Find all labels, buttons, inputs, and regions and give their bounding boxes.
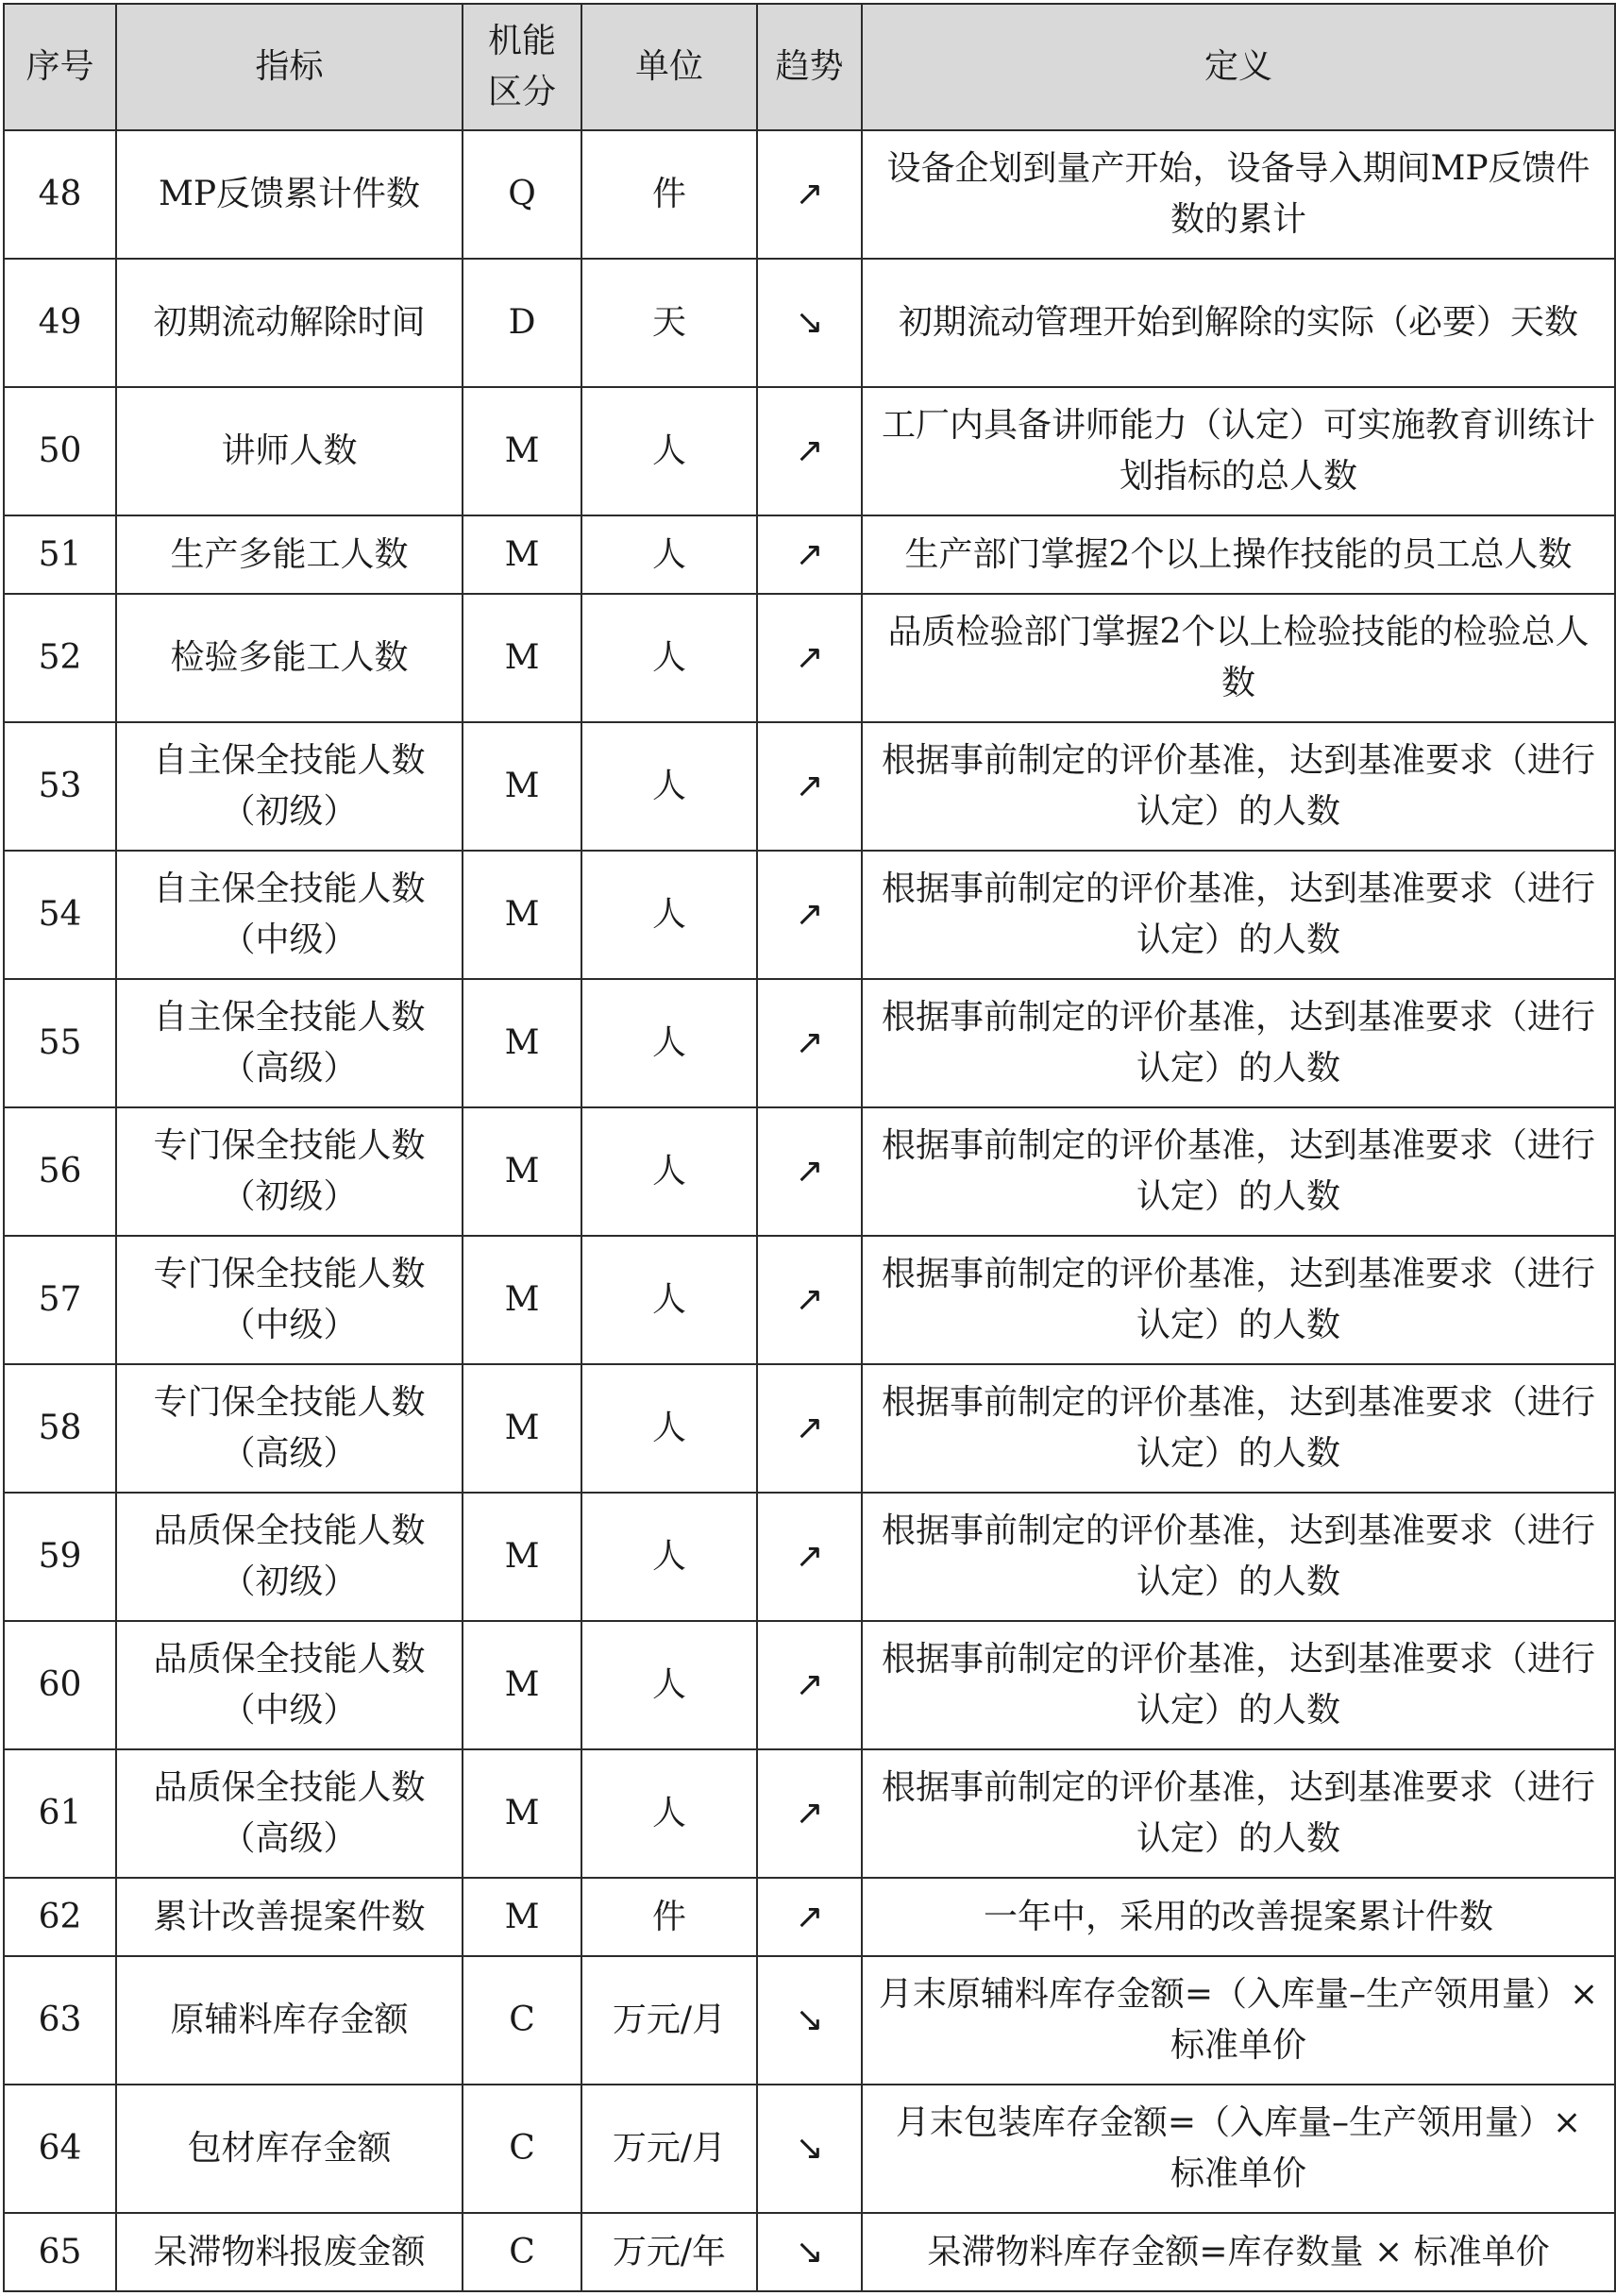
cell-indicator: 专门保全技能人数（中级） bbox=[116, 1236, 463, 1364]
table-row bbox=[4, 259, 1615, 387]
cell-trend: ↗ bbox=[757, 1236, 862, 1364]
cell-indicator: 累计改善提案件数 bbox=[116, 1878, 463, 1956]
cell-trend: ↗ bbox=[757, 979, 862, 1107]
cell-indicator: 包材库存金额 bbox=[116, 2085, 463, 2213]
cell-role: M bbox=[463, 979, 581, 1107]
cell-no: 55 bbox=[4, 979, 116, 1107]
cell-definition: 根据事前制定的评价基准，达到基准要求（进行认定）的人数 bbox=[862, 1621, 1615, 1749]
cell-indicator: 品质保全技能人数（初级） bbox=[116, 1493, 463, 1621]
cell-no: 50 bbox=[4, 387, 116, 515]
table-row bbox=[4, 851, 1615, 979]
cell-definition: 月末包装库存金额=（入库量–生产领用量）× 标准单价 bbox=[862, 2085, 1615, 2213]
cell-trend: ↗ bbox=[757, 130, 862, 259]
cell-role: M bbox=[463, 515, 581, 594]
cell-unit: 人 bbox=[581, 979, 757, 1107]
cell-no: 65 bbox=[4, 2213, 116, 2291]
table-row bbox=[4, 1956, 1615, 2085]
cell-trend: ↗ bbox=[757, 1878, 862, 1956]
kpi-table bbox=[3, 3, 1616, 2292]
cell-unit: 人 bbox=[581, 1364, 757, 1493]
cell-definition: 工厂内具备讲师能力（认定）可实施教育训练计划指标的总人数 bbox=[862, 387, 1615, 515]
cell-unit: 人 bbox=[581, 1107, 757, 1236]
cell-trend: ↗ bbox=[757, 387, 862, 515]
cell-role: M bbox=[463, 1878, 581, 1956]
cell-indicator: 呆滞物料报废金额 bbox=[116, 2213, 463, 2291]
table-row bbox=[4, 2085, 1615, 2213]
cell-unit: 人 bbox=[581, 1493, 757, 1621]
cell-indicator: 自主保全技能人数（中级） bbox=[116, 851, 463, 979]
cell-trend: ↗ bbox=[757, 515, 862, 594]
cell-role: D bbox=[463, 259, 581, 387]
cell-trend: ↗ bbox=[757, 1493, 862, 1621]
cell-role: M bbox=[463, 1621, 581, 1749]
cell-no: 60 bbox=[4, 1621, 116, 1749]
cell-definition: 根据事前制定的评价基准，达到基准要求（进行认定）的人数 bbox=[862, 1364, 1615, 1493]
cell-unit: 件 bbox=[581, 130, 757, 259]
table-row bbox=[4, 1878, 1615, 1956]
cell-role: C bbox=[463, 2213, 581, 2291]
cell-trend: ↗ bbox=[757, 851, 862, 979]
cell-role: C bbox=[463, 1956, 581, 2085]
cell-trend: ↗ bbox=[757, 722, 862, 851]
cell-indicator: 初期流动解除时间 bbox=[116, 259, 463, 387]
cell-definition: 生产部门掌握2个以上操作技能的员工总人数 bbox=[862, 515, 1615, 594]
cell-unit: 万元/年 bbox=[581, 2213, 757, 2291]
cell-trend: ↗ bbox=[757, 1364, 862, 1493]
table-header bbox=[4, 4, 1615, 130]
cell-trend: ↘ bbox=[757, 2213, 862, 2291]
cell-definition: 根据事前制定的评价基准，达到基准要求（进行认定）的人数 bbox=[862, 722, 1615, 851]
cell-trend: ↗ bbox=[757, 594, 862, 722]
cell-no: 62 bbox=[4, 1878, 116, 1956]
cell-unit: 万元/月 bbox=[581, 1956, 757, 2085]
cell-definition: 根据事前制定的评价基准，达到基准要求（进行认定）的人数 bbox=[862, 1749, 1615, 1878]
cell-definition: 根据事前制定的评价基准，达到基准要求（进行认定）的人数 bbox=[862, 979, 1615, 1107]
table-row bbox=[4, 1749, 1615, 1878]
header-indicator: 指标 bbox=[116, 4, 463, 130]
cell-unit: 人 bbox=[581, 387, 757, 515]
cell-role: M bbox=[463, 722, 581, 851]
cell-no: 48 bbox=[4, 130, 116, 259]
cell-no: 58 bbox=[4, 1364, 116, 1493]
header-unit: 单位 bbox=[581, 4, 757, 130]
cell-indicator: 自主保全技能人数（初级） bbox=[116, 722, 463, 851]
table-row bbox=[4, 2213, 1615, 2291]
cell-trend: ↗ bbox=[757, 1749, 862, 1878]
cell-unit: 人 bbox=[581, 1749, 757, 1878]
header-no: 序号 bbox=[4, 4, 116, 130]
header-definition: 定义 bbox=[862, 4, 1615, 130]
cell-definition: 呆滞物料库存金额=库存数量 × 标准单价 bbox=[862, 2213, 1615, 2291]
cell-role: M bbox=[463, 1493, 581, 1621]
table-row bbox=[4, 130, 1615, 259]
cell-no: 52 bbox=[4, 594, 116, 722]
cell-trend: ↘ bbox=[757, 2085, 862, 2213]
cell-trend: ↗ bbox=[757, 1621, 862, 1749]
header-role-line2: 区分 bbox=[487, 73, 556, 111]
table-row bbox=[4, 1107, 1615, 1236]
cell-role: C bbox=[463, 2085, 581, 2213]
cell-definition: 根据事前制定的评价基准，达到基准要求（进行认定）的人数 bbox=[862, 851, 1615, 979]
cell-no: 61 bbox=[4, 1749, 116, 1878]
cell-role: M bbox=[463, 1236, 581, 1364]
cell-role: M bbox=[463, 1749, 581, 1878]
cell-role: Q bbox=[463, 130, 581, 259]
cell-indicator: 检验多能工人数 bbox=[116, 594, 463, 722]
cell-indicator: 专门保全技能人数（初级） bbox=[116, 1107, 463, 1236]
cell-unit: 人 bbox=[581, 851, 757, 979]
cell-no: 54 bbox=[4, 851, 116, 979]
cell-no: 59 bbox=[4, 1493, 116, 1621]
cell-unit: 人 bbox=[581, 1236, 757, 1364]
cell-trend: ↘ bbox=[757, 259, 862, 387]
cell-role: M bbox=[463, 1107, 581, 1236]
cell-trend: ↘ bbox=[757, 1956, 862, 2085]
header-trend: 趋势 bbox=[757, 4, 862, 130]
cell-role: M bbox=[463, 387, 581, 515]
cell-unit: 人 bbox=[581, 1621, 757, 1749]
cell-unit: 天 bbox=[581, 259, 757, 387]
cell-indicator: 品质保全技能人数（中级） bbox=[116, 1621, 463, 1749]
cell-indicator: MP反馈累计件数 bbox=[116, 130, 463, 259]
cell-no: 57 bbox=[4, 1236, 116, 1364]
table-body bbox=[4, 130, 1615, 2291]
cell-definition: 初期流动管理开始到解除的实际（必要）天数 bbox=[862, 259, 1615, 387]
table-row bbox=[4, 979, 1615, 1107]
cell-definition: 设备企划到量产开始，设备导入期间MP反馈件数的累计 bbox=[862, 130, 1615, 259]
cell-unit: 人 bbox=[581, 594, 757, 722]
cell-definition: 一年中，采用的改善提案累计件数 bbox=[862, 1878, 1615, 1956]
table-row bbox=[4, 387, 1615, 515]
cell-definition: 根据事前制定的评价基准，达到基准要求（进行认定）的人数 bbox=[862, 1107, 1615, 1236]
table-row bbox=[4, 1364, 1615, 1493]
cell-indicator: 专门保全技能人数（高级） bbox=[116, 1364, 463, 1493]
cell-definition: 根据事前制定的评价基准，达到基准要求（进行认定）的人数 bbox=[862, 1493, 1615, 1621]
cell-unit: 人 bbox=[581, 515, 757, 594]
cell-unit: 人 bbox=[581, 722, 757, 851]
table-row bbox=[4, 1236, 1615, 1364]
cell-role: M bbox=[463, 594, 581, 722]
cell-definition: 月末原辅料库存金额=（入库量–生产领用量）× 标准单价 bbox=[862, 1956, 1615, 2085]
cell-indicator: 讲师人数 bbox=[116, 387, 463, 515]
cell-definition: 根据事前制定的评价基准，达到基准要求（进行认定）的人数 bbox=[862, 1236, 1615, 1364]
table-row bbox=[4, 722, 1615, 851]
cell-no: 53 bbox=[4, 722, 116, 851]
table-row bbox=[4, 1493, 1615, 1621]
header-role bbox=[463, 4, 581, 130]
cell-role: M bbox=[463, 1364, 581, 1493]
cell-indicator: 品质保全技能人数（高级） bbox=[116, 1749, 463, 1878]
cell-indicator: 自主保全技能人数（高级） bbox=[116, 979, 463, 1107]
cell-indicator: 生产多能工人数 bbox=[116, 515, 463, 594]
cell-definition: 品质检验部门掌握2个以上检验技能的检验总人数 bbox=[862, 594, 1615, 722]
table-row bbox=[4, 1621, 1615, 1749]
cell-trend: ↗ bbox=[757, 1107, 862, 1236]
cell-unit: 件 bbox=[581, 1878, 757, 1956]
cell-no: 64 bbox=[4, 2085, 116, 2213]
table-row bbox=[4, 594, 1615, 722]
cell-role: M bbox=[463, 851, 581, 979]
table-row bbox=[4, 515, 1615, 594]
cell-no: 56 bbox=[4, 1107, 116, 1236]
header-role-line1: 机能 bbox=[487, 22, 556, 60]
header-row bbox=[4, 4, 1615, 130]
cell-no: 51 bbox=[4, 515, 116, 594]
cell-indicator: 原辅料库存金额 bbox=[116, 1956, 463, 2085]
cell-no: 63 bbox=[4, 1956, 116, 2085]
cell-unit: 万元/月 bbox=[581, 2085, 757, 2213]
cell-no: 49 bbox=[4, 259, 116, 387]
